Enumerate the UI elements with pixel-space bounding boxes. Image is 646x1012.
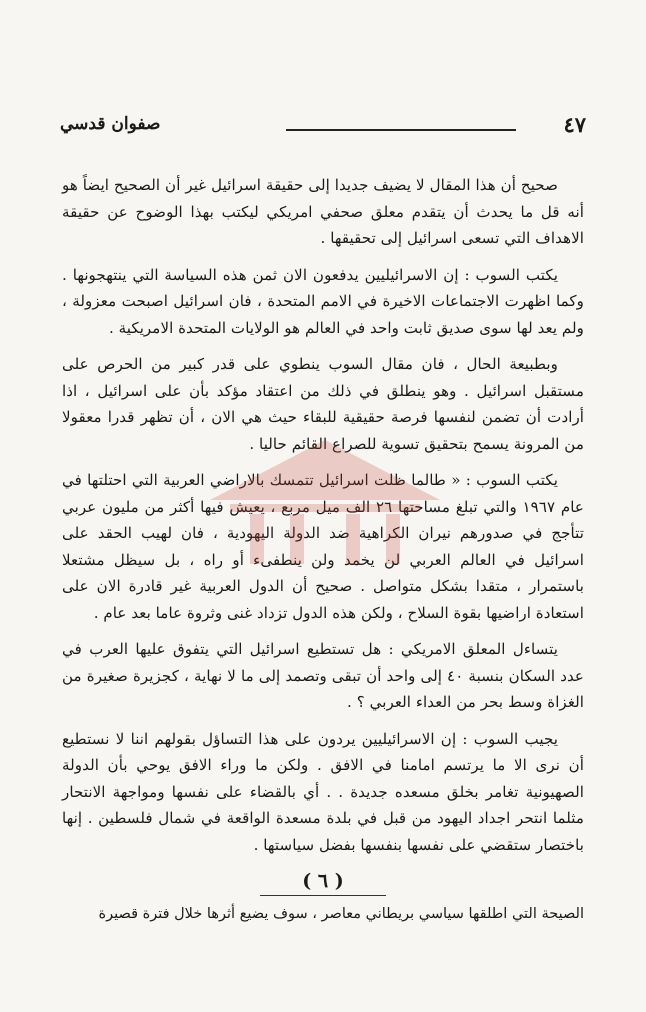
next-section-text: الصيحة التي اطلقها سياسي بريطاني معاصر ، سوف يضيع أثرها خلال فترة قصيرة (98, 906, 584, 922)
section-number: ( ٦ ) (302, 870, 344, 892)
page-header (60, 112, 586, 142)
running-head-author: صفوان قدسي (60, 114, 161, 134)
paragraph: صحيح أن هذا المقال لا يضيف جديدا إلى حقيقة اسرائيل غير أن الصحيح ايضاً هو أنه قل ما يحدث أن يتقدم معلق صحفي امريكي ليكتب بهذا الوضوح عن حقيقة الاهداف التي تسعى اسرائيل إلى تحقيقها . (62, 176, 584, 247)
paragraph: يكتب السوب : « طالما ظلت اسرائيل تتمسك بالاراضي العربية التي احتلتها في عام ١٩٦٧ والتي تبلغ مساحتها ٢٦ الف ميل مربع ، يعيش فيها أكثر من مليون عربي تتأجج في صدورهم نيران الكراهية ضد الدولة اليهودية ، فان لهيب الحقد على اسرائيل في العالم العربي لن يخمد ولن ينطفىء أو راه ، بل سيظل مشتعلا باستمرار ، متقدا بشكل متواصل . صحيح أن الدول العربية غير قادرة الان على استعادة اراضيها بقوة السلاح ، ولكن هذه الدول تزداد غنى وثروة عاما بعد عام . (62, 471, 584, 622)
footnote-divider (260, 895, 386, 896)
body-text (62, 172, 584, 868)
paragraph: يكتب السوب : إن الاسرائيليين يدفعون الان ثمن هذه السياسة التي ينتهجونها . وكما اظهرت الاجتماعات الاخيرة في الامم المتحدة ، فان اسرائيل اصبحت معزولة ، ولم يعد لها سوى صديق ثابت واحد في العالم هو الولايات المتحدة الامريكية . (62, 265, 584, 337)
paragraph: يجيب السوب : إن الاسرائيليين يردون على هذا التساؤل بقولهم اننا لا نستطيع أن نرى الا ما يرتسم امامنا في الافق . ولكن ما وراء الافق يوحي بأن الدولة الصهيونية تغامر بخلق مسعده جديدة . . أي بالقضاء على نفسها ومواجهة الانتحار مثلما انتحر اجداد اليهود من قبل في بلدة مسعدة الواقعة في شمال فلسطين . إنها باختصار ستقضي على نفسها بنفسها بفضل سياستها . (62, 729, 584, 854)
paragraph: وبطبيعة الحال ، فان مقال السوب ينطوي على قدر كبير من الحرص على مستقبل اسرائيل . وهو ينطلق في ذلك من اعتقاد مؤكد بأن على اسرائيل ، اذا أرادت أن تضمن لنفسها فرصة حقيقية للبقاء حيث هي الان ، أن تظهر قدرا معقولا من المرونة يسمح بتحقيق تسوية للصراع القائم حاليا . (62, 355, 584, 453)
paragraph: يتساءل المعلق الامريكي : هل تستطيع اسرائيل التي يتفوق عليها العرب في عدد السكان بنسبة ٤٠ إلى واحد أن تبقى وتصمد إلى ما لا نهاية ، كجزيرة صغيرة من الغزاة وسط بحر من العداء العربي ؟ . (62, 640, 584, 711)
page-number: ٤٧ (563, 112, 586, 137)
header-rule (286, 129, 516, 131)
